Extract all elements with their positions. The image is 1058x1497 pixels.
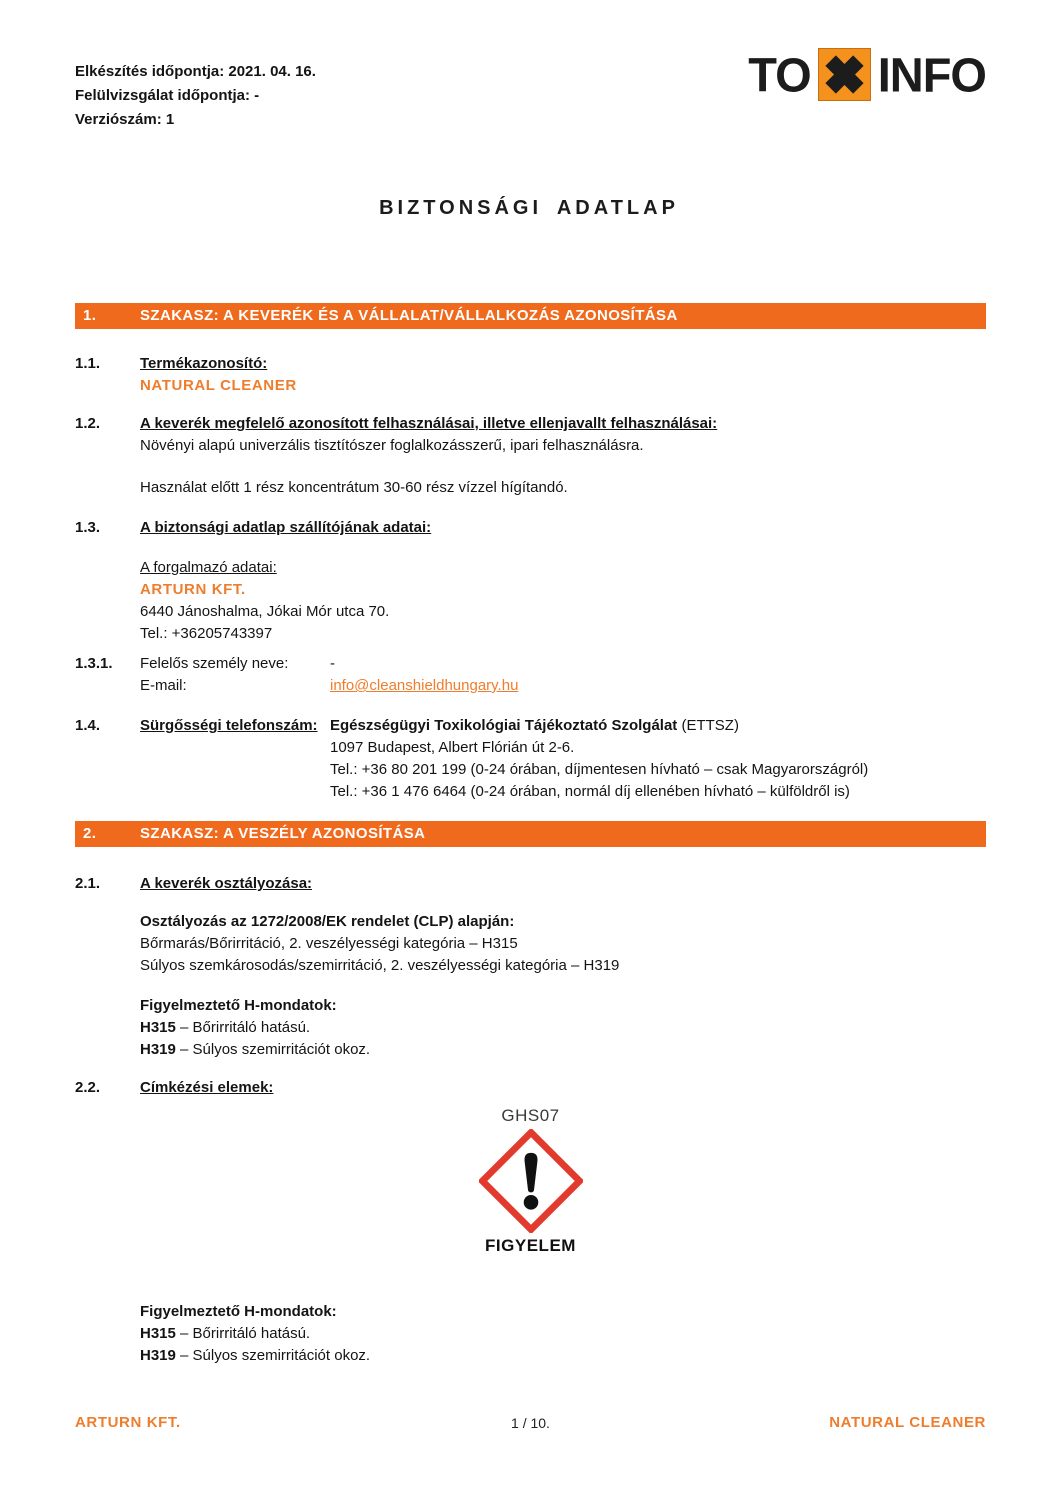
section-1-header-bar [75,303,986,329]
label-h319-code: H319 [140,1347,176,1364]
item-2-1-heading: A keverék osztályozása: [140,875,313,892]
label-h315-code: H315 [140,1325,176,1342]
emergency-address: 1097 Budapest, Albert Flórián út 2-6. [330,739,575,756]
page-number: 1 / 10. [511,1415,550,1431]
logo-text-info: INFO [877,46,986,102]
section-2-number: 2. [83,825,97,842]
spacer [75,697,986,715]
label-h315-statement [140,1323,986,1345]
item-1-3-heading: A biztonsági adatlap szállítójának adatai: [140,519,432,536]
review-date-line: Felülvizsgálat időpontja: - [75,87,260,104]
item-2-1-number: 2.1. [75,875,101,892]
distributor-phone: Tel.: +36205743397 [140,625,273,642]
spacer [75,329,986,353]
logo-text-to: TO [748,46,811,102]
classification-line-h319: Súlyos szemkárosodás/szemirritáció, 2. veszélyességi kategória – H319 [140,957,620,974]
h319-code: H319 [140,1041,176,1058]
distributor-address: 6440 Jánoshalma, Jókai Mór utca 70. [140,603,390,620]
item-1-3 [75,517,986,645]
section-1-title: SZAKASZ: A KEVERÉK ÉS A VÁLLALAT/VÁLLALKOZÁS AZONOSÍTÁSA [140,307,678,324]
label-h315-text: – Bőrirritáló hatású. [175,1325,311,1342]
item-1-4-number: 1.4. [75,717,101,734]
spacer [75,847,986,873]
h315-text: – Bőrirritáló hatású. [175,1019,311,1036]
item-1-2-number: 1.2. [75,415,101,432]
section-2-title: SZAKASZ: A VESZÉLY AZONOSÍTÁSA [140,825,426,842]
item-1-1-heading: Termékazonosító: [140,355,268,372]
emergency-org-line [330,715,986,737]
emergency-phone-label: Sürgősségi telefonszám: [140,717,318,734]
h315-statement [140,1017,986,1039]
label-h-statements-block [75,1301,986,1367]
clp-classification-heading: Osztályozás az 1272/2008/EK rendelet (CLP) alapján: [140,913,515,930]
product-name: NATURAL CLEANER [140,377,297,394]
responsible-person-label: Felelős személy neve: [140,655,289,672]
emergency-org-abbr: (ETTSZ) [677,717,739,734]
responsible-person-value: - [330,655,335,672]
signal-word: FIGYELEM [485,1236,576,1255]
document-meta-block [75,60,316,132]
item-2-2 [75,1077,986,1099]
page-title: BIZTONSÁGI ADATLAP [379,197,679,219]
spacer [140,539,986,557]
distributor-label: A forgalmazó adatai: [140,559,277,576]
page-footer [75,1412,986,1436]
item-1-1-number: 1.1. [75,355,101,372]
spacer [75,499,986,517]
email-label: E-mail: [140,677,187,694]
item-1-1 [75,353,986,397]
emergency-phone-2: Tel.: +36 1 476 6464 (0-24 órában, normál díj ellenében hívható – külföldről is) [330,783,850,800]
ghs-pictogram-block [75,1105,986,1257]
item-1-3-1 [75,653,986,697]
spacer [140,457,986,477]
spacer [75,1257,986,1301]
spacer [75,803,986,821]
item-2-2-number: 2.2. [75,1079,101,1096]
dilution-text: Használat előtt 1 rész koncentrátum 30-60 rész vízzel hígítandó. [140,479,568,496]
toxinfo-logo [748,48,986,101]
spacer [75,1061,986,1077]
footer-product: NATURAL CLEANER [829,1414,986,1431]
section-2-header-bar [75,821,986,847]
footer-company: ARTURN KFT. [75,1414,181,1431]
classification-line-h315: Bőrmarás/Bőrirritáció, 2. veszélyességi kategória – H315 [140,935,518,952]
h315-code: H315 [140,1019,176,1036]
version-line: Verziószám: 1 [75,111,175,128]
spacer-number-column [75,1301,140,1367]
item-1-3-1-number: 1.3.1. [75,655,113,672]
distributor-company: ARTURN KFT. [140,581,246,598]
intended-use-text: Növényi alapú univerzális tisztítószer foglalkozásszerű, ipari felhasználásra. [140,437,644,454]
item-1-4 [75,715,986,803]
emergency-org-name: Egészségügyi Toxikológiai Tájékoztató Szolgálat [330,717,678,734]
emergency-phone-1: Tel.: +36 80 201 199 (0-24 órában, díjmentesen hívható – csak Magyarországról) [330,761,869,778]
prepared-date-line: Elkészítés időpontja: 2021. 04. 16. [75,63,316,80]
spacer [140,895,986,911]
section-1-number: 1. [83,307,97,324]
document-body [75,303,986,1367]
item-1-2-heading: A keverék megfelelő azonosított felhasználásai, illetve ellenjavallt felhasználásai: [140,415,718,432]
ghs-code-label: GHS07 [501,1106,560,1125]
spacer [140,977,986,995]
label-h319-text: – Súlyos szemirritációt okoz. [175,1347,371,1364]
h319-text: – Súlyos szemirritációt okoz. [175,1041,371,1058]
spacer [75,397,986,413]
h319-statement [140,1039,986,1061]
spacer [75,645,986,653]
ghs07-exclamation-icon [479,1129,583,1233]
label-h-statements-heading: Figyelmeztető H-mondatok: [140,1303,337,1320]
item-2-1 [75,873,986,1061]
item-2-2-heading: Címkézési elemek: [140,1079,274,1096]
item-1-2 [75,413,986,499]
email-link[interactable]: info@cleanshieldhungary.hu [330,677,519,694]
item-1-3-number: 1.3. [75,519,101,536]
label-h319-statement [140,1345,986,1367]
h-statements-heading: Figyelmeztető H-mondatok: [140,997,337,1014]
x-cross-icon [818,48,871,101]
